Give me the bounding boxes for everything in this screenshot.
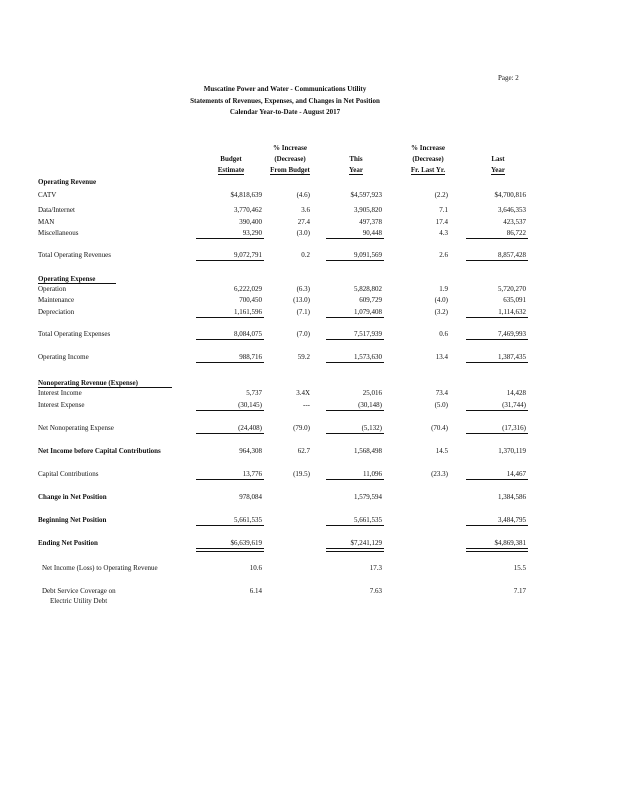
underline [326, 479, 384, 480]
cell-incb: 59.2 [297, 353, 310, 361]
cell-incb: (7.0) [296, 330, 310, 338]
cell-this: 1,568,498 [354, 447, 382, 455]
ratio-label: Electric Utility Debt [50, 597, 108, 605]
cell-incl: (23.3) [431, 470, 448, 478]
row-label: Beginning Net Position [38, 516, 107, 524]
row-label: Depreciation [38, 308, 75, 316]
cell-budget: 978,084 [239, 493, 262, 501]
cell-this: 1,079,408 [354, 308, 382, 316]
cell-this: 7,517,939 [354, 330, 382, 338]
underline [326, 238, 384, 239]
report-title-line3: Calendar Year-to-Date - August 2017 [229, 108, 341, 116]
ratio-this: 7.63 [369, 587, 382, 595]
cell-budget: 6,222,029 [234, 285, 262, 293]
cell-budget: 700,450 [239, 296, 262, 304]
underline [196, 479, 264, 480]
cell-this: 3,905,820 [354, 206, 382, 214]
double-underline [466, 548, 528, 552]
cell-incb: --- [303, 401, 310, 409]
cell-incl: 0.6 [439, 330, 448, 338]
row-label: Net Income before Capital Contributions [38, 447, 161, 455]
cell-this: 1,573,630 [354, 353, 382, 361]
cell-budget: 5,737 [246, 389, 262, 397]
cell-budget: 5,661,535 [234, 516, 262, 524]
double-underline [196, 548, 264, 552]
underline [326, 317, 384, 318]
row-label: MAN [38, 218, 55, 226]
cell-incb: (79.0) [293, 424, 310, 432]
cell-last: 1,114,632 [498, 308, 526, 316]
cell-incl: 7.1 [439, 206, 448, 214]
cell-budget: 93,290 [242, 229, 262, 237]
cell-incl: (3.2) [434, 308, 448, 316]
underline [466, 260, 528, 261]
row-label: Net Nonoperating Expense [38, 424, 114, 432]
cell-incl: (2.2) [434, 191, 448, 199]
cell-last: 1,384,586 [498, 493, 526, 501]
cell-this: (5,132) [361, 424, 382, 432]
cell-incl: (5.0) [434, 401, 448, 409]
cell-last: 3,646,353 [498, 206, 526, 214]
row-label: Change in Net Position [38, 493, 107, 501]
cell-budget: $6,639,619 [230, 539, 262, 547]
section-operating-expense: Operating Expense [38, 275, 116, 284]
underline [326, 362, 384, 363]
cell-this: 9,091,569 [354, 251, 382, 259]
underline [466, 410, 528, 411]
cell-this: $7,241,129 [350, 539, 382, 547]
cell-this: 25,016 [362, 389, 382, 397]
cell-last: 1,370,119 [498, 447, 526, 455]
row-label: Total Operating Expenses [38, 330, 111, 338]
underline [196, 238, 264, 239]
ratio-budget: 10.6 [249, 564, 262, 572]
underline [196, 410, 264, 411]
cell-incb: (13.0) [293, 296, 310, 304]
col-incb-header-1: % Increase [273, 144, 307, 152]
underline [326, 339, 384, 340]
cell-last: 5,720,270 [498, 285, 526, 293]
col-budget-header-2: Estimate [217, 166, 245, 174]
underline [326, 525, 384, 526]
cell-last: (17,316) [502, 424, 526, 432]
cell-last: 14,467 [506, 470, 526, 478]
section-nonoperating: Nonoperating Revenue (Expense) [38, 379, 172, 388]
col-incl-header-1: % Increase [411, 144, 445, 152]
col-budget-header-1: Budget [220, 155, 242, 163]
cell-this: 11,096 [363, 470, 382, 478]
cell-last: 14,428 [506, 389, 526, 397]
col-incl-header-3: Fr. Last Yr. [410, 166, 446, 174]
underline [196, 339, 264, 340]
underline [466, 433, 528, 434]
cell-incl: 4.3 [439, 229, 448, 237]
cell-last: $4,700,816 [494, 191, 526, 199]
cell-incb: (7.1) [296, 308, 310, 316]
cell-incb: (19.5) [293, 470, 310, 478]
cell-budget: 8,084,075 [234, 330, 262, 338]
cell-incl: (70.4) [431, 424, 448, 432]
row-label: Operating Income [38, 353, 89, 361]
cell-budget: 964,308 [239, 447, 262, 455]
underline [196, 433, 264, 434]
underline [196, 260, 264, 261]
cell-incb: 62.7 [297, 447, 310, 455]
cell-this: 497,378 [359, 218, 382, 226]
cell-this: 609,729 [359, 296, 382, 304]
cell-this: 1,579,594 [354, 493, 382, 501]
cell-budget: 988,716 [239, 353, 262, 361]
cell-incl: 14.5 [435, 447, 448, 455]
cell-last: 423,537 [503, 218, 526, 226]
cell-budget: $4,818,639 [230, 191, 262, 199]
underline [466, 317, 528, 318]
cell-incb: (4.6) [296, 191, 310, 199]
cell-incl: (4.0) [434, 296, 448, 304]
underline [326, 410, 384, 411]
ratio-label: Net Income (Loss) to Operating Revenue [42, 564, 158, 572]
cell-this: $4,597,923 [350, 191, 382, 199]
underline [326, 433, 384, 434]
section-operating-revenue: Operating Revenue [38, 178, 97, 186]
col-incb-header-3: From Budget [270, 166, 310, 174]
cell-incl: 17.4 [435, 218, 448, 226]
row-label: Ending Net Position [38, 539, 98, 547]
row-label: Capital Contributions [38, 470, 99, 478]
col-last-header-1: Last [491, 155, 505, 163]
cell-last: 1,387,435 [498, 353, 526, 361]
cell-incb: (3.0) [296, 229, 310, 237]
row-label: Miscellaneous [38, 229, 79, 237]
col-incl-header-2: (Decrease) [412, 155, 444, 163]
cell-last: 7,469,993 [498, 330, 526, 338]
cell-this: (30,148) [358, 401, 382, 409]
row-label: Operation [38, 285, 66, 293]
report-title-line2: Statements of Revenues, Expenses, and Changes in Net Position [190, 97, 380, 105]
cell-last: $4,869,381 [494, 539, 526, 547]
underline [196, 362, 264, 363]
ratio-last: 15.5 [513, 564, 526, 572]
ratio-last: 7.17 [513, 587, 526, 595]
underline [466, 479, 528, 480]
cell-incb: 27.4 [297, 218, 310, 226]
col-last-header-2: Year [491, 166, 505, 174]
underline [466, 238, 528, 239]
cell-this: 90,448 [362, 229, 382, 237]
underline [466, 362, 528, 363]
underline [466, 525, 528, 526]
underline [196, 525, 264, 526]
col-this-header-1: This [349, 155, 363, 163]
cell-budget: (24,408) [238, 424, 262, 432]
cell-budget: 13,776 [242, 470, 262, 478]
ratio-label: Debt Service Coverage on [42, 587, 116, 595]
cell-incb: (6.3) [296, 285, 310, 293]
report-title-line1: Muscatine Power and Water - Communications Utility [203, 85, 367, 93]
cell-incb: 3.4X [296, 389, 310, 397]
cell-incl: 2.6 [439, 251, 448, 259]
underline [326, 260, 384, 261]
cell-budget: 3,770,462 [234, 206, 262, 214]
cell-last: 8,857,428 [498, 251, 526, 259]
page-number: Page: 2 [498, 74, 519, 82]
row-label: Interest Expense [38, 401, 85, 409]
col-incb-header-2: (Decrease) [274, 155, 306, 163]
ratio-this: 17.3 [369, 564, 382, 572]
ratio-budget: 6.14 [249, 587, 262, 595]
col-this-header-2: Year [349, 166, 363, 174]
cell-last: 86,722 [506, 229, 526, 237]
row-label: Maintenance [38, 296, 75, 304]
cell-incl: 13.4 [435, 353, 448, 361]
row-label: Total Operating Revenues [38, 251, 111, 259]
cell-incb: 3.6 [301, 206, 310, 214]
cell-last: 635,091 [503, 296, 526, 304]
double-underline [326, 548, 384, 552]
cell-incb: 0.2 [301, 251, 310, 259]
cell-budget: 390,400 [239, 218, 262, 226]
cell-this: 5,661,535 [354, 516, 382, 524]
cell-budget: 9,072,791 [234, 251, 262, 259]
cell-last: (31,744) [502, 401, 526, 409]
underline [466, 339, 528, 340]
cell-last: 3,484,795 [498, 516, 526, 524]
cell-incl: 1.9 [439, 285, 448, 293]
row-label: Interest Income [38, 389, 82, 397]
cell-budget: 1,161,596 [234, 308, 262, 316]
cell-this: 5,828,802 [354, 285, 382, 293]
underline [196, 317, 264, 318]
cell-incl: 73.4 [435, 389, 448, 397]
row-label: CATV [38, 191, 57, 199]
cell-budget: (30,145) [238, 401, 262, 409]
row-label: Data/Internet [38, 206, 75, 214]
